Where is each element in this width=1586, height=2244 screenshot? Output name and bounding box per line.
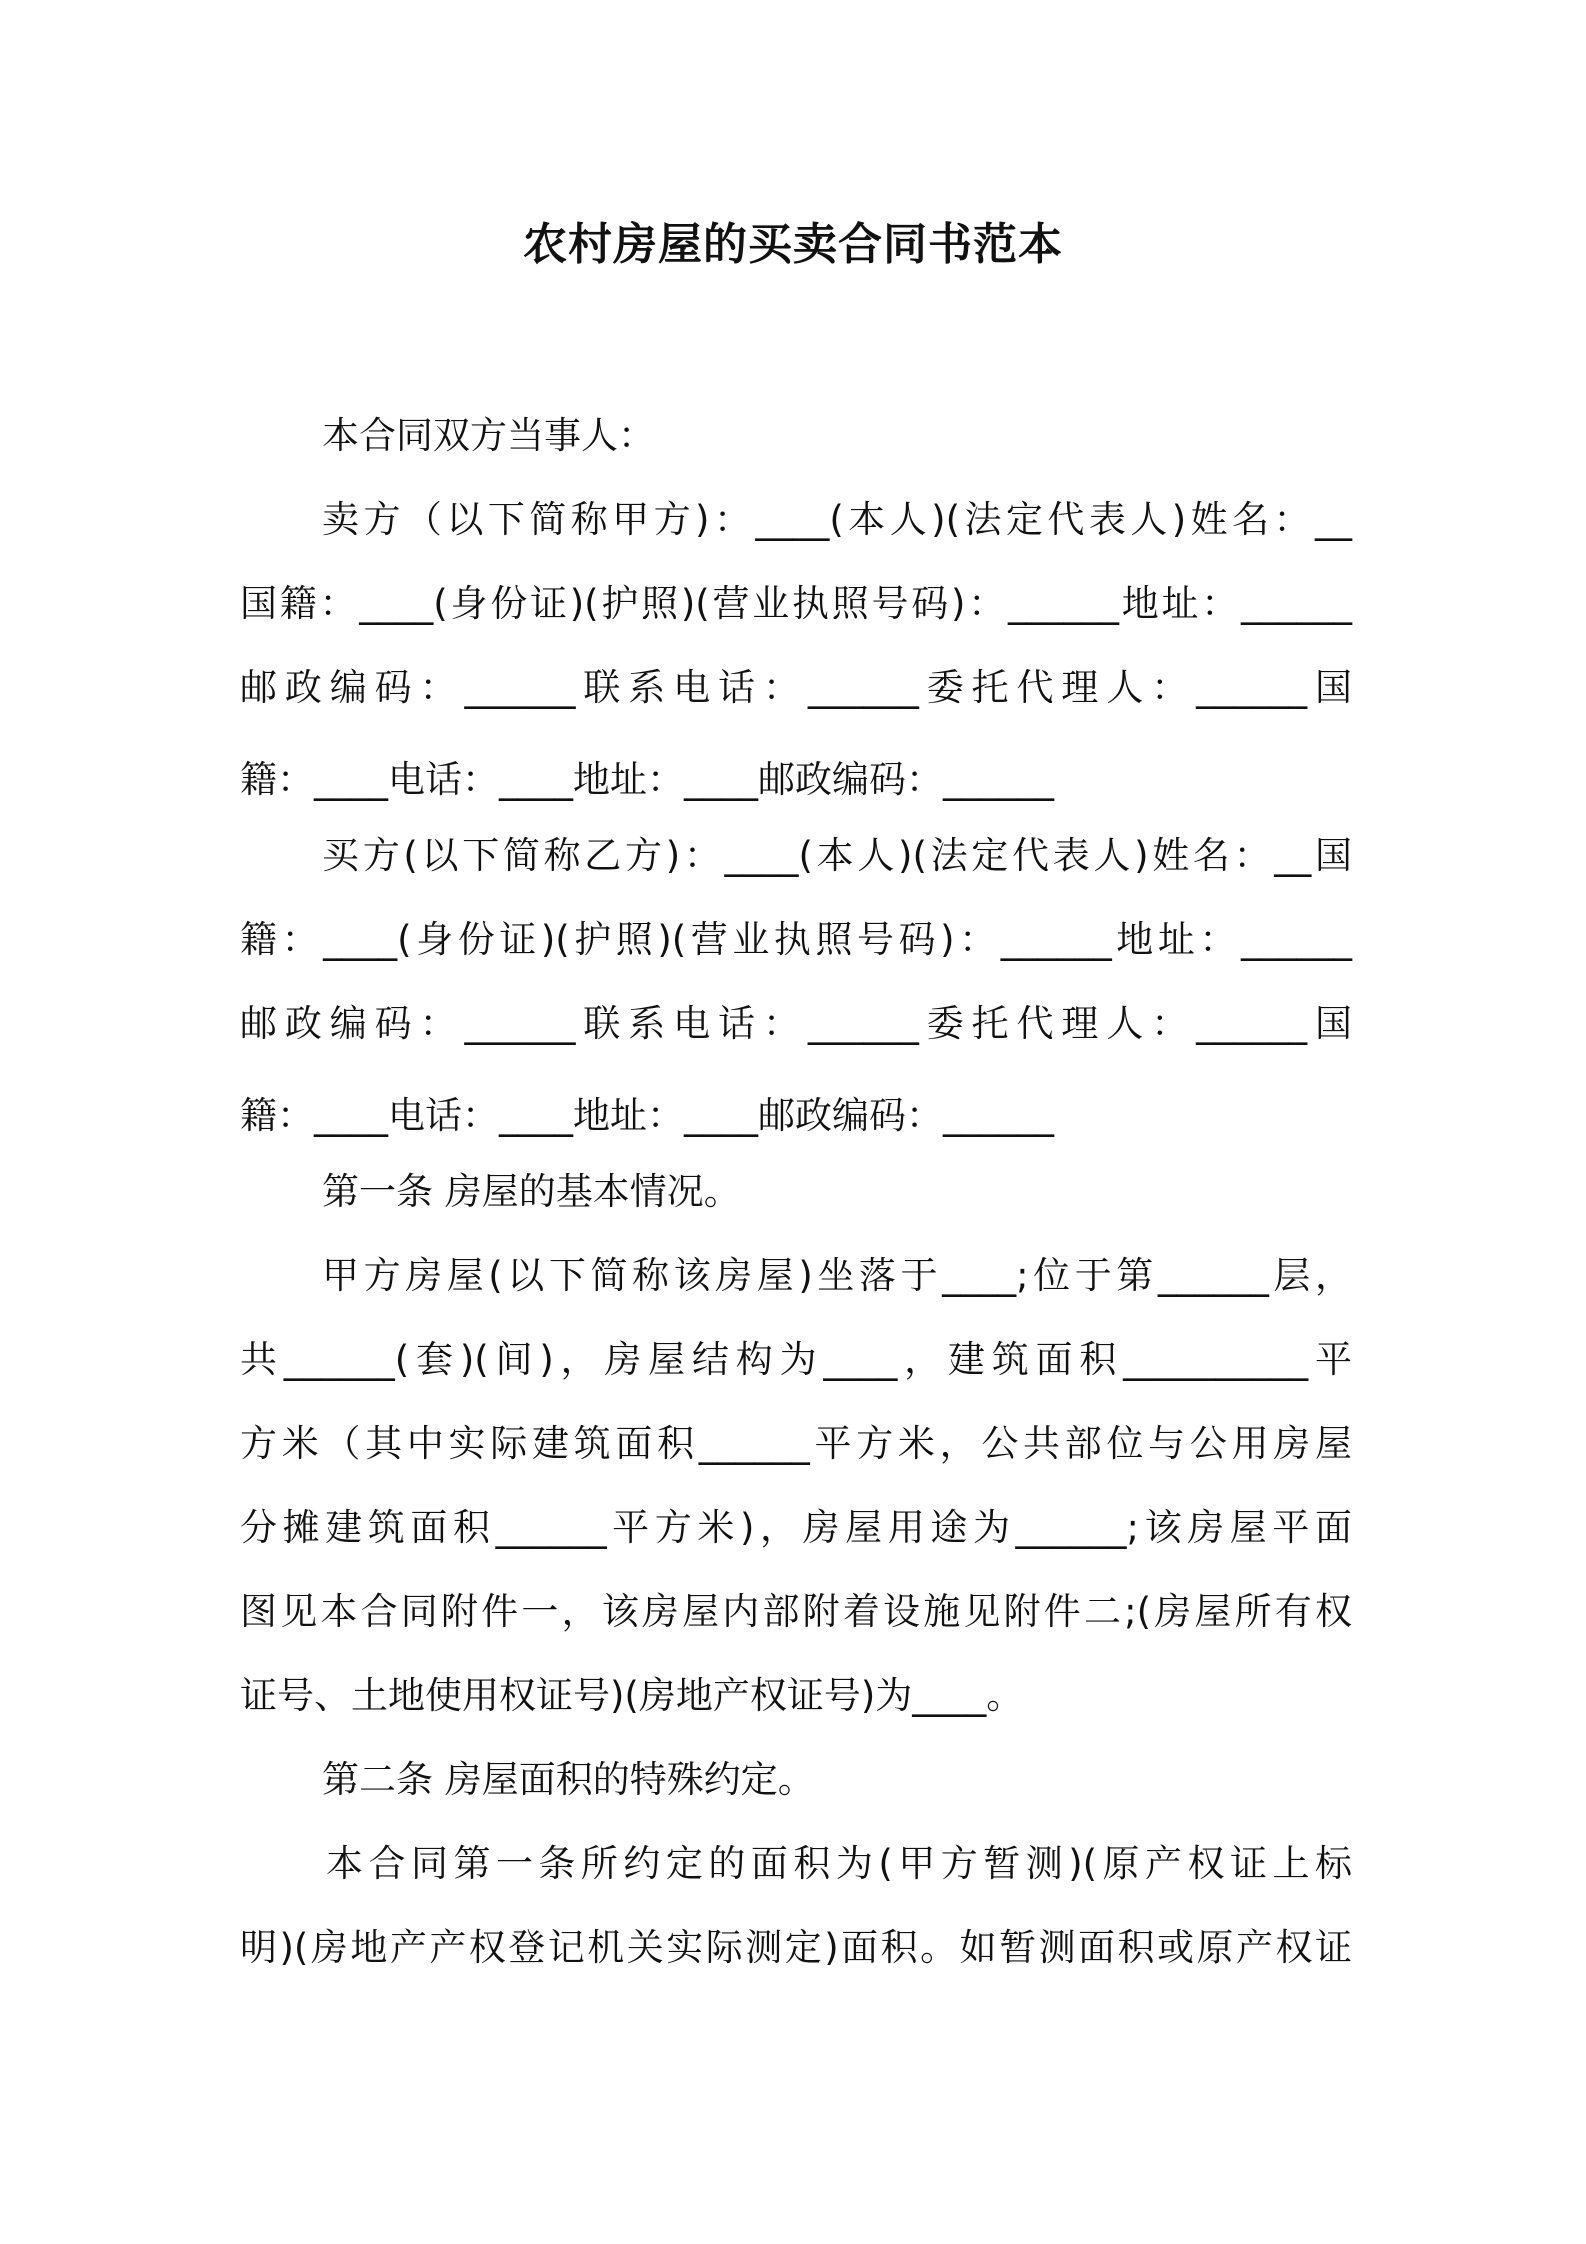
paragraph-line: 共______(套)(间)，房屋结构为____，建筑面积__________平 (240, 1338, 1352, 1381)
paragraph-line: 籍：____电话：____地址：____邮政编码：______ (240, 1094, 1054, 1137)
paragraph-line: 籍：____电话：____地址：____邮政编码：______ (240, 758, 1054, 801)
paragraph-line: 籍：____(身份证)(护照)(营业执照号码)：______地址：______ (240, 918, 1352, 961)
paragraph-line: 方米（其中实际建筑面积______平方米，公共部位与公用房屋 (240, 1422, 1352, 1465)
document-title: 农村房屋的买卖合同书范本 (523, 219, 1063, 270)
paragraph-line: 本合同第一条所约定的面积为(甲方暂测)(原产权证上标 (326, 1842, 1352, 1885)
paragraph-line: 证号、土地使用权证号)(房地产权证号)为____。 (240, 1674, 1024, 1717)
paragraph-line: 本合同双方当事人： (322, 414, 655, 457)
paragraph-line: 国籍：____(身份证)(护照)(营业执照号码)：______地址：______ (240, 582, 1352, 625)
paragraph-line: 卖方（以下简称甲方)：____(本人)(法定代表人)姓名：__ (322, 498, 1352, 541)
paragraph-line: 邮政编码：______联系电话：______委托代理人：______国 (240, 666, 1352, 709)
paragraph-line: 图见本合同附件一，该房屋内部附着设施见附件二;(房屋所有权 (240, 1590, 1352, 1633)
paragraph-line: 明)(房地产产权登记机关实际测定)面积。如暂测面积或原产权证 (240, 1926, 1352, 1969)
paragraph-line: 甲方房屋(以下简称该房屋)坐落于____;位于第______层， (322, 1254, 1352, 1297)
article-heading: 第二条 房屋面积的特殊约定。 (322, 1758, 815, 1801)
paragraph-line: 邮政编码：______联系电话：______委托代理人：______国 (240, 1002, 1352, 1045)
article-heading: 第一条 房屋的基本情况。 (322, 1170, 741, 1213)
paragraph-line: 分摊建筑面积______平方米)，房屋用途为______;该房屋平面 (240, 1506, 1352, 1549)
paragraph-line: 买方(以下简称乙方)：____(本人)(法定代表人)姓名：__国 (322, 834, 1352, 877)
